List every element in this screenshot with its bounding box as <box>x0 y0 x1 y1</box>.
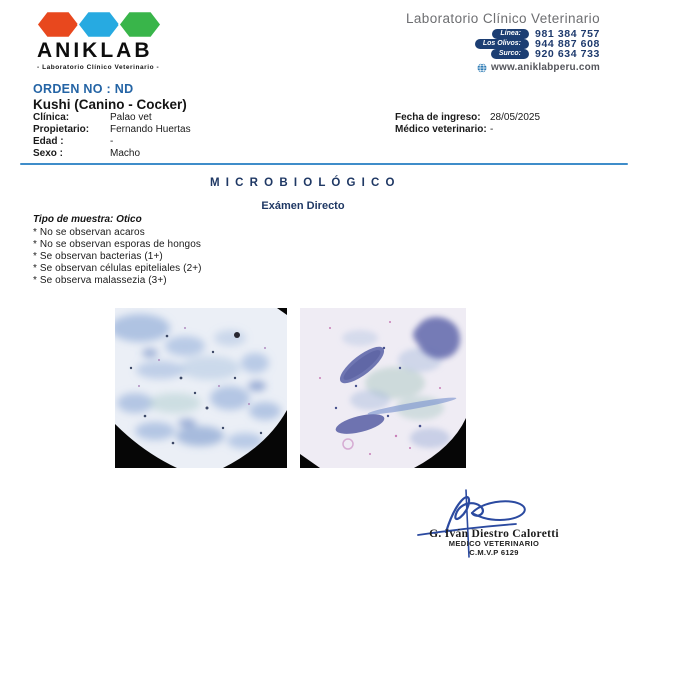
brand-tagline: - Laboratorio Clínico Veterinario - <box>37 64 160 71</box>
subsection-title: Exámen Directo <box>261 200 345 212</box>
field-label: Propietario: <box>33 124 90 135</box>
veterinarian-name: G. Iván Diestro Caloretti <box>429 528 559 540</box>
logo-hexagons-icon <box>37 11 162 38</box>
field-row <box>395 112 540 123</box>
sample-type: Tipo de muestra: Otico <box>33 214 142 225</box>
field-value: Palao vet <box>110 112 152 123</box>
finding-line: * Se observan células epiteliales (2+) <box>33 263 202 274</box>
phone-badge: Línea: <box>492 29 529 39</box>
veterinarian-title: MEDICO VETERINARIO <box>448 539 540 548</box>
contact-block <box>406 11 600 73</box>
finding-line: * No se observan esporas de hongos <box>33 239 201 250</box>
veterinarian-license: C.M.V.P 6129 <box>469 547 519 557</box>
section-title: M I C R O B I O L Ó G I C O <box>210 177 396 189</box>
microscopy-image-1 <box>115 308 287 468</box>
section-divider <box>20 163 628 165</box>
field-row <box>33 136 113 147</box>
website-row <box>406 62 600 73</box>
finding-line: * Se observan bacterias (1+) <box>33 251 163 262</box>
phone-badge: Los Olivos: <box>475 39 529 49</box>
field-row <box>33 148 140 159</box>
phone-number: 981 384 757 <box>535 28 600 40</box>
field-label: Sexo : <box>33 148 64 159</box>
field-row <box>33 124 191 135</box>
field-value: Macho <box>110 148 141 159</box>
field-value: - <box>110 136 114 147</box>
field-value: 28/05/2025 <box>490 112 541 123</box>
field-label: Edad : <box>33 136 64 147</box>
finding-line: * Se observa malassezia (3+) <box>33 275 167 286</box>
phone-number: 944 887 608 <box>535 38 600 50</box>
field-label: Fecha de ingreso: <box>395 112 481 123</box>
field-label: Médico veterinario: <box>395 124 487 135</box>
phone-row <box>406 49 600 59</box>
microscopy-image-2 <box>300 308 466 468</box>
contact-title: Laboratorio Clínico Veterinario <box>405 11 600 26</box>
finding-line: * No se observan acaros <box>33 227 145 238</box>
field-value: Fernando Huertas <box>110 124 191 135</box>
globe-icon <box>477 63 487 73</box>
phone-number: 920 634 733 <box>535 48 600 60</box>
aniklab-logo <box>37 11 162 71</box>
field-row <box>395 124 493 135</box>
field-value: - <box>490 124 494 135</box>
brand-name: ANIKLAB <box>37 39 153 62</box>
patient-name: Kushi (Canino - Cocker) <box>33 97 187 112</box>
field-label: Clínica: <box>33 112 70 123</box>
phone-badge: Surco: <box>491 49 529 59</box>
website-url: www.aniklabperu.com <box>490 62 600 73</box>
field-row <box>33 112 152 123</box>
order-number: ORDEN NO : ND <box>33 82 134 96</box>
